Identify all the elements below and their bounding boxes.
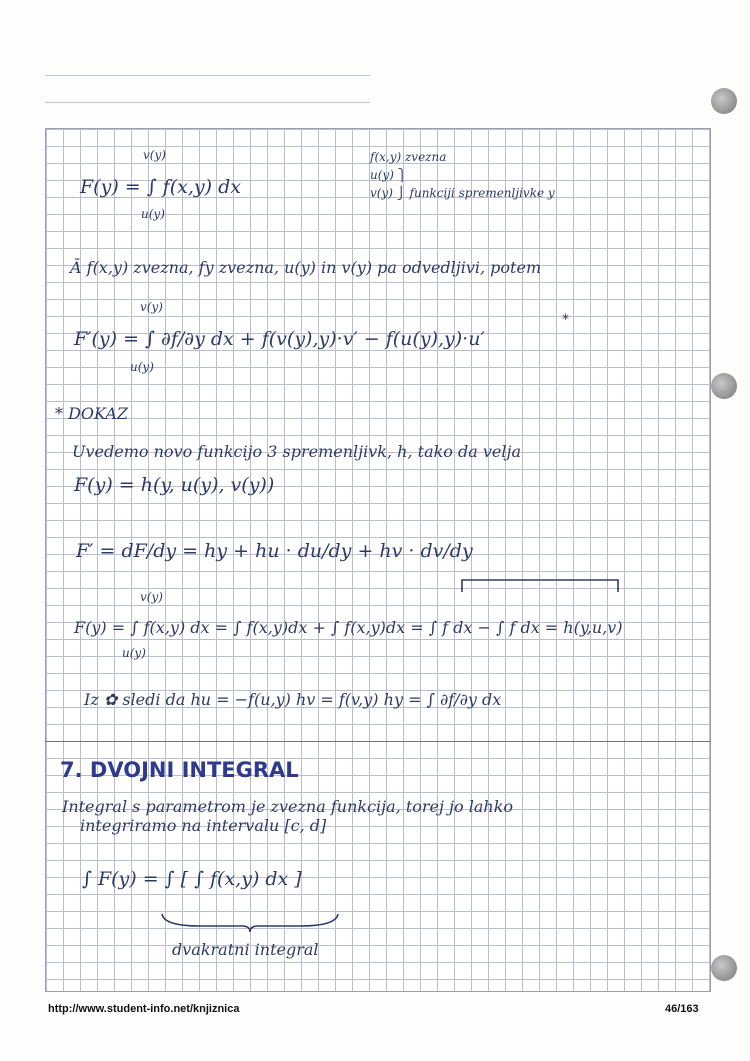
footer-page-number: 46/163 xyxy=(665,1003,699,1015)
formula2-upper-limit: v(y) xyxy=(140,300,163,314)
punch-hole-middle xyxy=(711,373,737,399)
formula2-lower-limit: u(y) xyxy=(130,360,154,374)
section-line-1: Integral s parametrom je zvezna funkcija, torej jo lahko xyxy=(62,797,514,816)
condition-3: v(y) ⎭ funkciji spremenljivke y xyxy=(370,186,555,200)
top-rule-2 xyxy=(45,102,370,103)
proof-line-2: F(y) = h(y, u(y), v(y)) xyxy=(74,474,275,496)
section-title: 7. DVOJNI INTEGRAL xyxy=(60,758,299,782)
section-line-2: integriramo na intervalu [c, d] xyxy=(80,816,327,835)
top-rule-1 xyxy=(45,75,370,76)
proof-line-4-upper: v(y) xyxy=(140,590,163,604)
proof-heading: * DOKAZ xyxy=(55,404,129,423)
proof-line-1: Uvedemo novo funkcijo 3 spremenljivk, h, tako da velja xyxy=(72,442,522,461)
condition-1: f(x,y) zvezna xyxy=(370,150,447,164)
formula2: F′(y) = ∫ ∂f/∂y dx + f(v(y),y)·v′ − f(u(y),y)·u′ xyxy=(74,328,485,350)
formula1-upper-limit: v(y) xyxy=(143,148,166,162)
condition-2: u(y) ⎫ xyxy=(370,168,407,182)
punch-hole-bottom xyxy=(711,955,737,981)
formula1-lower-limit: u(y) xyxy=(141,207,165,221)
section-line-3: ∫ F(y) = ∫ [ ∫ f(x,y) dx ] xyxy=(82,868,302,890)
footer-url[interactable]: http://www.student-info.net/knjiznica xyxy=(48,1003,240,1015)
section-divider xyxy=(45,741,710,742)
proof-brace xyxy=(460,576,620,594)
proof-line-3: F′ = dF/dy = hy + hu · du/dy + hv · dv/dy xyxy=(76,540,473,562)
proof-line-4-lower: u(y) xyxy=(122,646,146,660)
proof-line-5: Iz ✿ sledi da hu = −f(u,y) hv = f(v,y) hy = ∫ ∂f/∂y dx xyxy=(84,690,502,709)
formula2-star: * xyxy=(562,312,569,328)
formula1: F(y) = ∫ f(x,y) dx xyxy=(80,176,241,198)
double-integral-brace xyxy=(160,912,340,934)
punch-hole-top xyxy=(711,88,737,114)
theorem-statement: Ā f(x,y) zvezna, fy zvezna, u(y) in v(y) pa odvedljivi, potem xyxy=(70,258,542,277)
section-line-4: dvakratni integral xyxy=(172,940,319,959)
proof-line-4: F(y) = ∫ f(x,y) dx = ∫ f(x,y)dx + ∫ f(x,y)dx = ∫ f dx − ∫ f dx = h(y,u,v) xyxy=(74,618,623,637)
